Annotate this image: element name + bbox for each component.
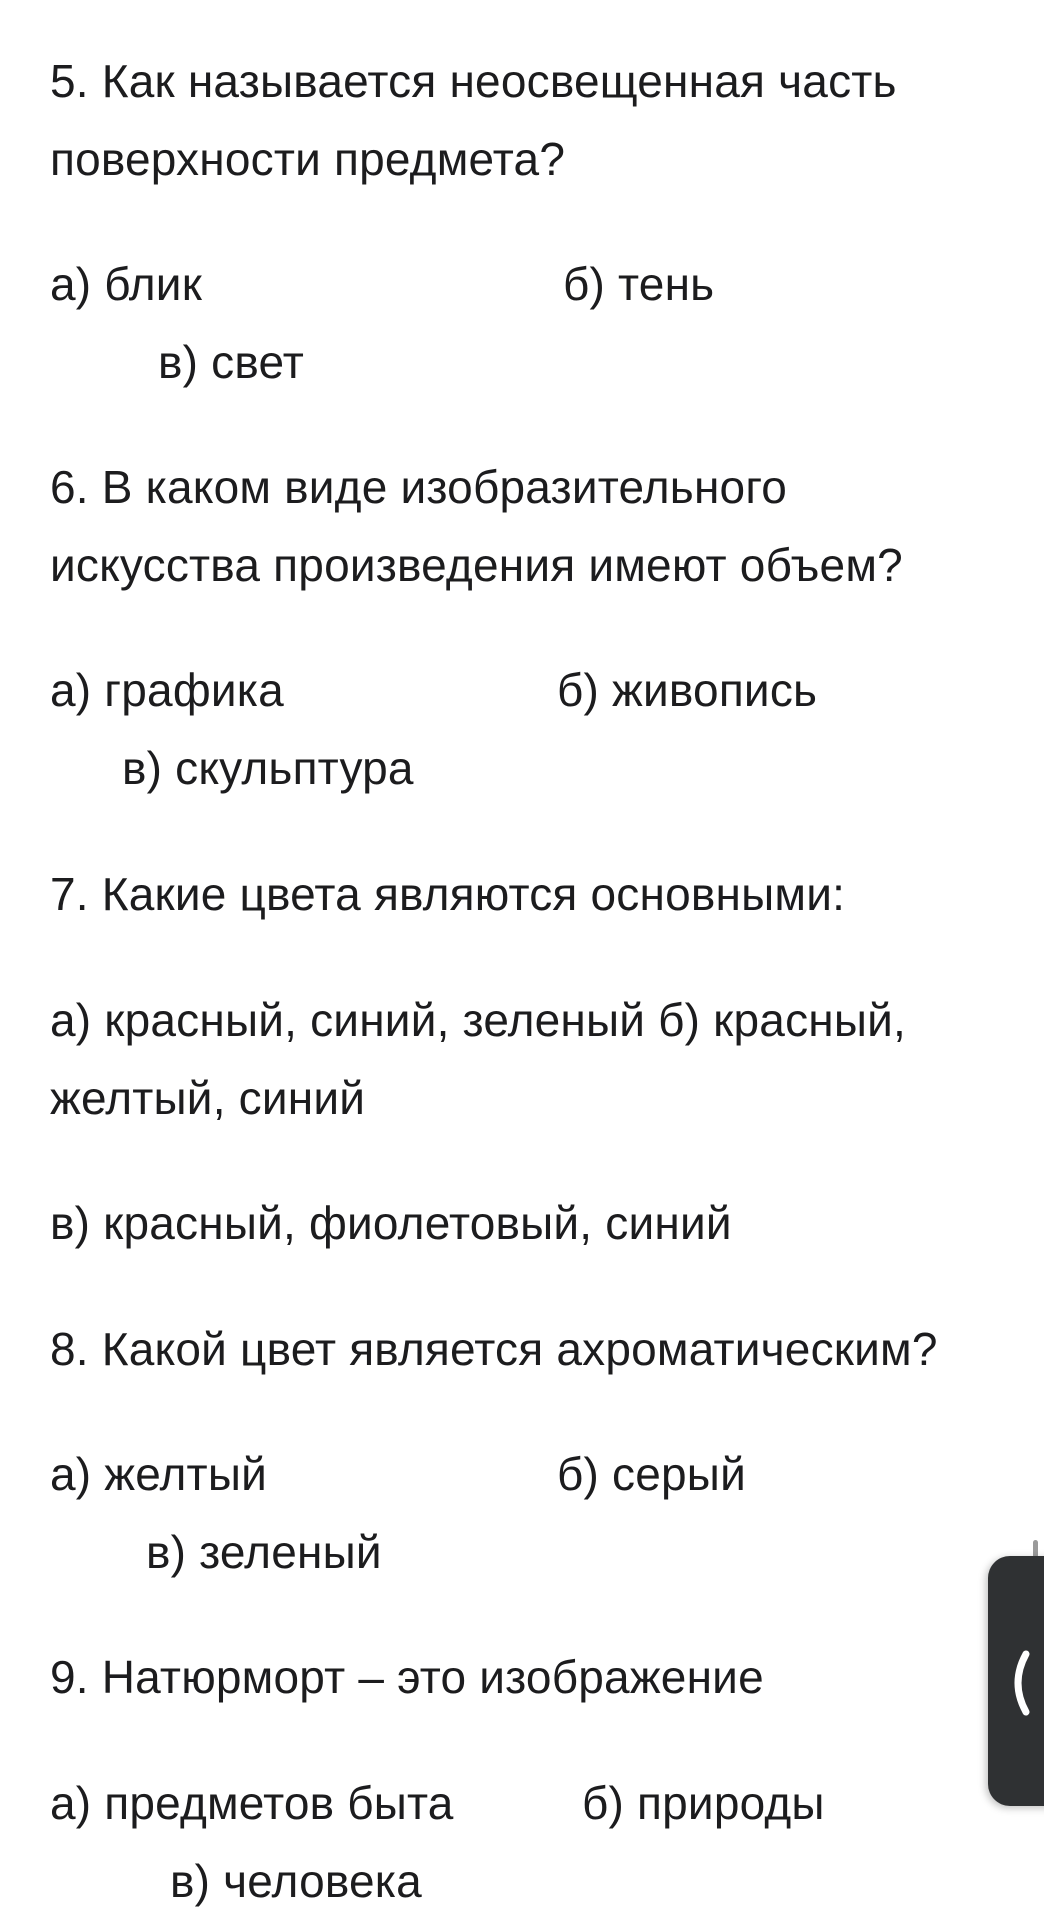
question-5-option-a: а) блик	[50, 258, 203, 310]
question-7-text: 7. Какие цвета являются основными:	[50, 868, 846, 920]
question-6-text-line1: 6. В каком виде изобразительного	[50, 461, 788, 513]
question-5-option-b: б) тень	[563, 258, 715, 310]
question-6-option-c: в) скульптура	[122, 742, 414, 794]
question-9-text: 9. Натюрморт – это изображение	[50, 1651, 764, 1703]
chevron-left-icon	[1004, 1648, 1034, 1718]
question-5-option-c: в) свет	[158, 336, 304, 388]
question-6-option-b: б) живопись	[557, 664, 818, 716]
question-8-option-a: а) желтый	[50, 1448, 267, 1500]
question-8-text: 8. Какой цвет является ахроматическим?	[50, 1323, 938, 1375]
question-5-text-line2: поверхности предмета?	[50, 133, 566, 185]
question-9-option-b: б) природы	[582, 1777, 825, 1829]
question-8-option-c: в) зеленый	[146, 1526, 382, 1578]
side-panel-handle[interactable]	[988, 1556, 1044, 1806]
question-8-option-b: б) серый	[557, 1448, 746, 1500]
question-9-option-a: а) предметов быта	[50, 1777, 454, 1829]
question-5-text-line1: 5. Как называется неосвещенная часть	[50, 55, 897, 107]
question-7-options-ab-line1: а) красный, синий, зеленый б) красный,	[50, 994, 907, 1046]
question-6-text-line2: искусства произведения имеют объем?	[50, 539, 903, 591]
question-7-option-c: в) красный, фиолетовый, синий	[50, 1197, 732, 1249]
question-7-options-ab-line2: желтый, синий	[50, 1072, 366, 1124]
question-9-option-c: в) человека	[170, 1855, 422, 1907]
question-6-option-a: а) графика	[50, 664, 284, 716]
